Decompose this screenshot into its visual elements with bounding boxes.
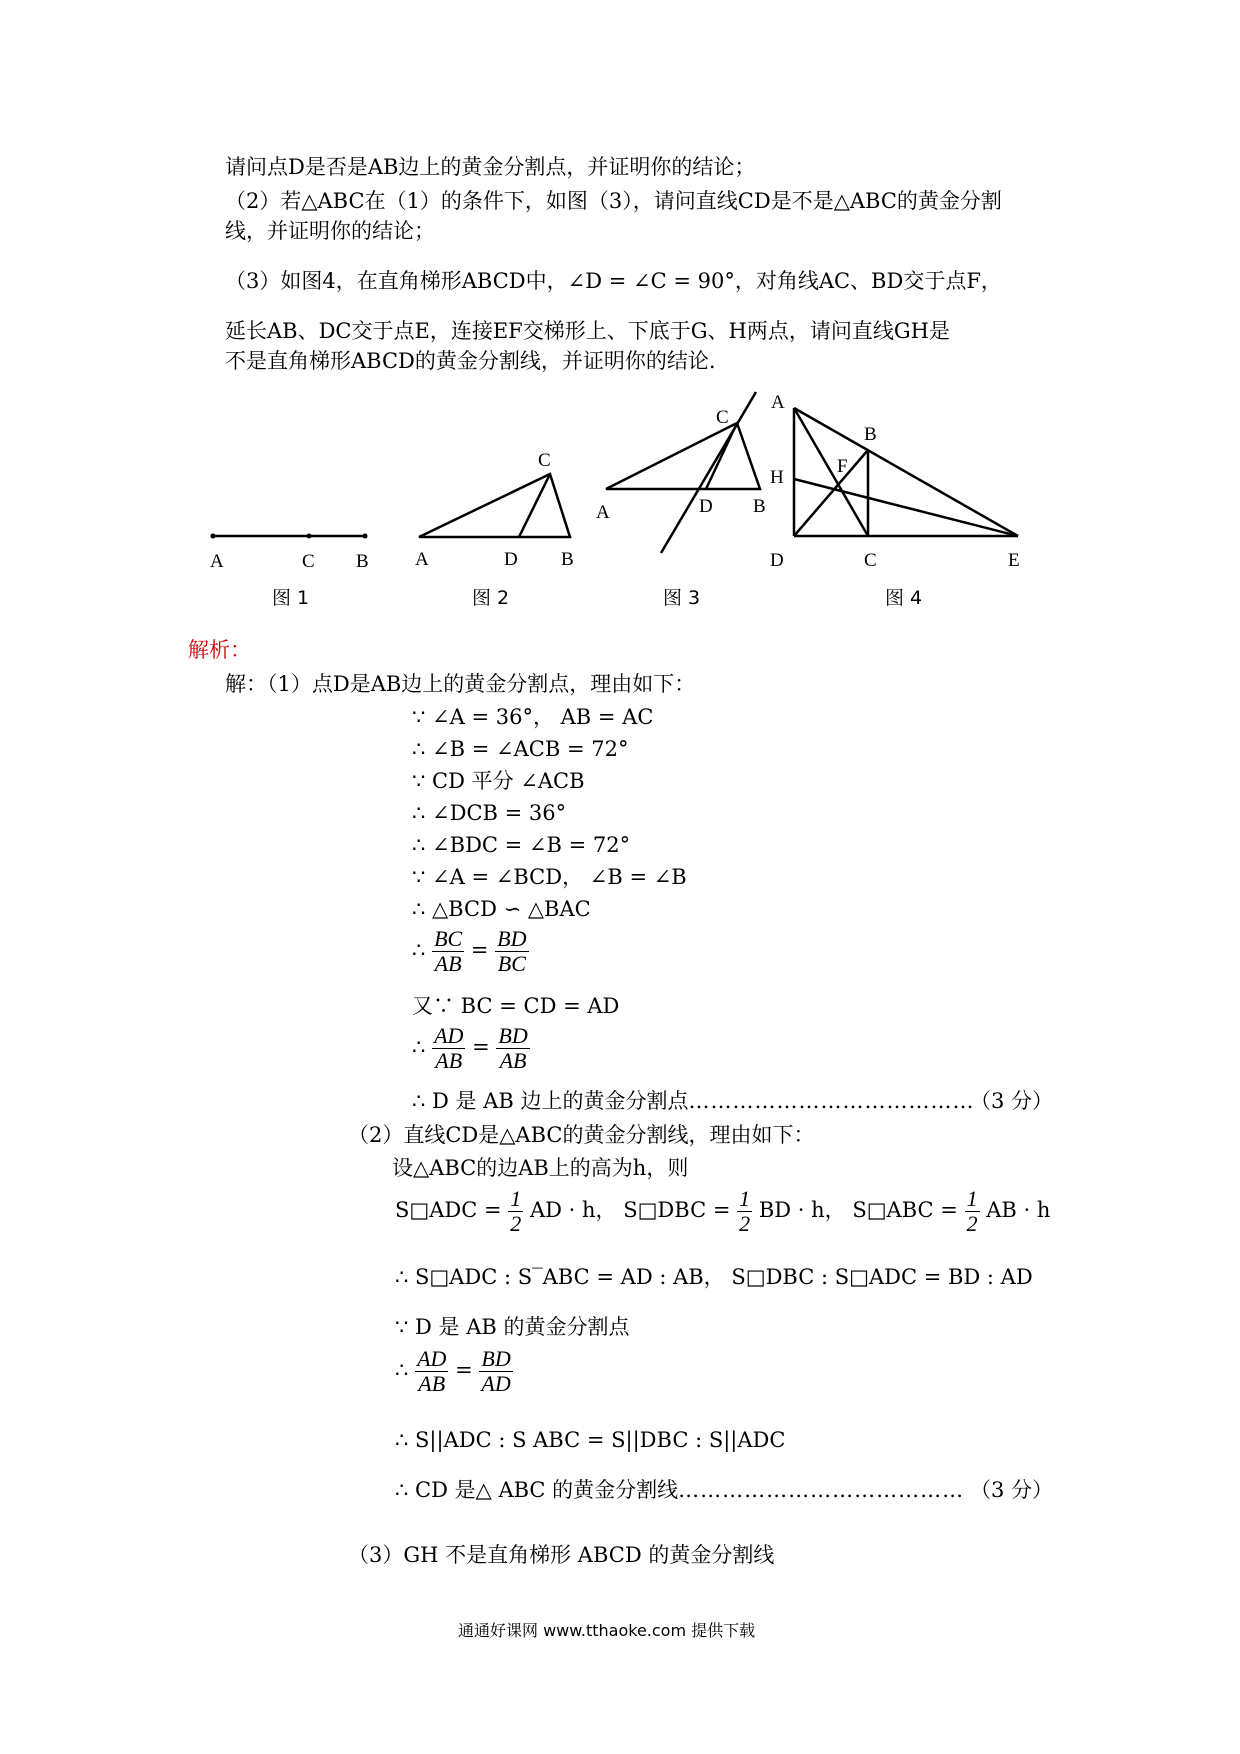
step-7: ∴ △BCD ∽ △BAC — [412, 897, 591, 921]
ratio-line-2: ∴ S||ADC : S ABC = S||DBC : S||ADC — [395, 1428, 786, 1452]
part2-setup: 设△ABC的边AB上的高为h，则 — [392, 1156, 689, 1180]
fig1-label-b: B — [356, 551, 369, 572]
golden-given: ∵ D 是 AB 的黄金分割点 — [395, 1315, 630, 1339]
solution-intro: 解：（1）点D是AB边上的黄金分割点，理由如下： — [225, 672, 696, 696]
problem-line-4: （3）如图4，在直角梯形ABCD中，∠D = ∠C = 90°，对角线AC、BD交于点F， — [225, 269, 1002, 293]
fig4-label-e: E — [1008, 550, 1020, 571]
problem-line-1: 请问点D是否是AB边上的黄金分割点，并证明你的结论； — [225, 155, 756, 179]
fig2-label-d: D — [504, 549, 518, 570]
score-2: （3 分） — [970, 1478, 1054, 1502]
step-2: ∴ ∠B = ∠ACB = 72° — [412, 737, 629, 761]
fig2-label-a: A — [415, 549, 429, 570]
area-formulas: S□ADC = $\frac{1}{2}$ AD · h， S□DBC = $\frac{1}{2}$ BD · h， S□ABC = $\frac{1}{2}$ AB · h — [395, 1186, 1051, 1236]
fraction: $\frac{BC}{AB}$ — [434, 926, 463, 976]
fig2-label-b: B — [561, 549, 574, 570]
part2-intro: （2）直线CD是△ABC的黄金分割线，理由如下： — [348, 1123, 815, 1147]
therefore-symbol: ∴ — [412, 938, 426, 962]
fraction: $\frac{AD}{AB}$ — [434, 1023, 464, 1073]
fraction: $\frac{BD}{AD}$ — [481, 1346, 511, 1396]
problem-line-3: 线，并证明你的结论； — [225, 219, 435, 243]
figure-1 — [210, 534, 369, 573]
figure-4 — [770, 392, 1020, 571]
fig3-label-c: C — [716, 407, 729, 428]
fig4-label-d: D — [770, 550, 784, 571]
fraction-half: $\frac{1}{2}$ — [966, 1186, 978, 1236]
fig4-label-h: H — [770, 467, 784, 488]
fig2-caption: 图 2 — [472, 587, 510, 609]
fig1-caption: 图 1 — [272, 587, 310, 609]
solution-heading: 解析： — [188, 638, 251, 662]
step-6: ∵ ∠A = ∠BCD， ∠B = ∠B — [412, 865, 687, 889]
fraction-half: $\frac{1}{2}$ — [510, 1186, 522, 1236]
ratio-line: ∴ S□ADC : S‾ABC = AD : AB， S□DBC : S□ADC = BD : AD — [395, 1265, 1033, 1289]
step-4: ∴ ∠DCB = 36° — [412, 801, 567, 825]
fraction-equation-2: ∴ $\frac{AD}{AB}$ = $\frac{BD}{AB}$ — [412, 1023, 528, 1073]
problem-line-6: 不是直角梯形ABCD的黄金分割线，并证明你的结论. — [225, 349, 716, 373]
fig3-label-a: A — [596, 502, 610, 523]
fig1-label-c: C — [302, 551, 315, 572]
conclusion-1: ∴ D 是 AB 边上的黄金分割点………………………………… — [412, 1089, 975, 1113]
fig4-label-f: F — [837, 456, 848, 477]
score-1: （3 分） — [970, 1089, 1054, 1113]
page-footer: 通通好课网 www.tthaoke.com 提供下载 — [458, 1621, 756, 1640]
fig4-label-a: A — [771, 392, 785, 413]
therefore-symbol: ∴ — [395, 1358, 409, 1382]
fig2-label-c: C — [538, 450, 551, 471]
fig4-label-c: C — [864, 550, 877, 571]
step-3: ∵ CD 平分 ∠ACB — [412, 769, 585, 793]
fraction-equation-3: ∴ $\frac{AD}{AB}$ = $\frac{BD}{AD}$ — [395, 1346, 511, 1396]
fig1-label-a: A — [210, 551, 224, 572]
conclusion-2: ∴ CD 是△ ABC 的黄金分割线………………………………… — [395, 1478, 965, 1502]
fraction-equation-1: ∴ $\frac{BC}{AB}$ = $\frac{BD}{BC}$ — [412, 926, 527, 976]
problem-line-5: 延长AB、DC交于点E，连接EF交梯形上、下底于G、H两点，请问直线GH是 — [225, 319, 950, 343]
problem-line-2: （2）若△ABC在（1）的条件下，如图（3），请问直线CD是不是△ABC的黄金分割 — [225, 189, 1002, 213]
therefore-symbol: ∴ — [412, 1035, 426, 1059]
geometry-figures — [0, 380, 1240, 620]
fraction-half: $\frac{1}{2}$ — [739, 1186, 751, 1236]
fraction: $\frac{BD}{BC}$ — [497, 926, 527, 976]
step-again: 又∵ BC = CD = AD — [412, 994, 620, 1018]
fraction: $\frac{BD}{AB}$ — [498, 1023, 528, 1073]
step-5: ∴ ∠BDC = ∠B = 72° — [412, 833, 631, 857]
fraction: $\frac{AD}{AB}$ — [417, 1346, 447, 1396]
fig3-label-d: D — [699, 496, 713, 517]
part3: （3）GH 不是直角梯形 ABCD 的黄金分割线 — [348, 1543, 775, 1567]
figure-2 — [415, 450, 574, 570]
fig3-caption: 图 3 — [663, 587, 701, 609]
fig4-caption: 图 4 — [885, 587, 923, 609]
fig3-label-b: B — [753, 496, 766, 517]
figure-3 — [596, 392, 766, 553]
fig4-label-b: B — [864, 424, 877, 445]
step-1: ∵ ∠A = 36°， AB = AC — [412, 705, 654, 729]
